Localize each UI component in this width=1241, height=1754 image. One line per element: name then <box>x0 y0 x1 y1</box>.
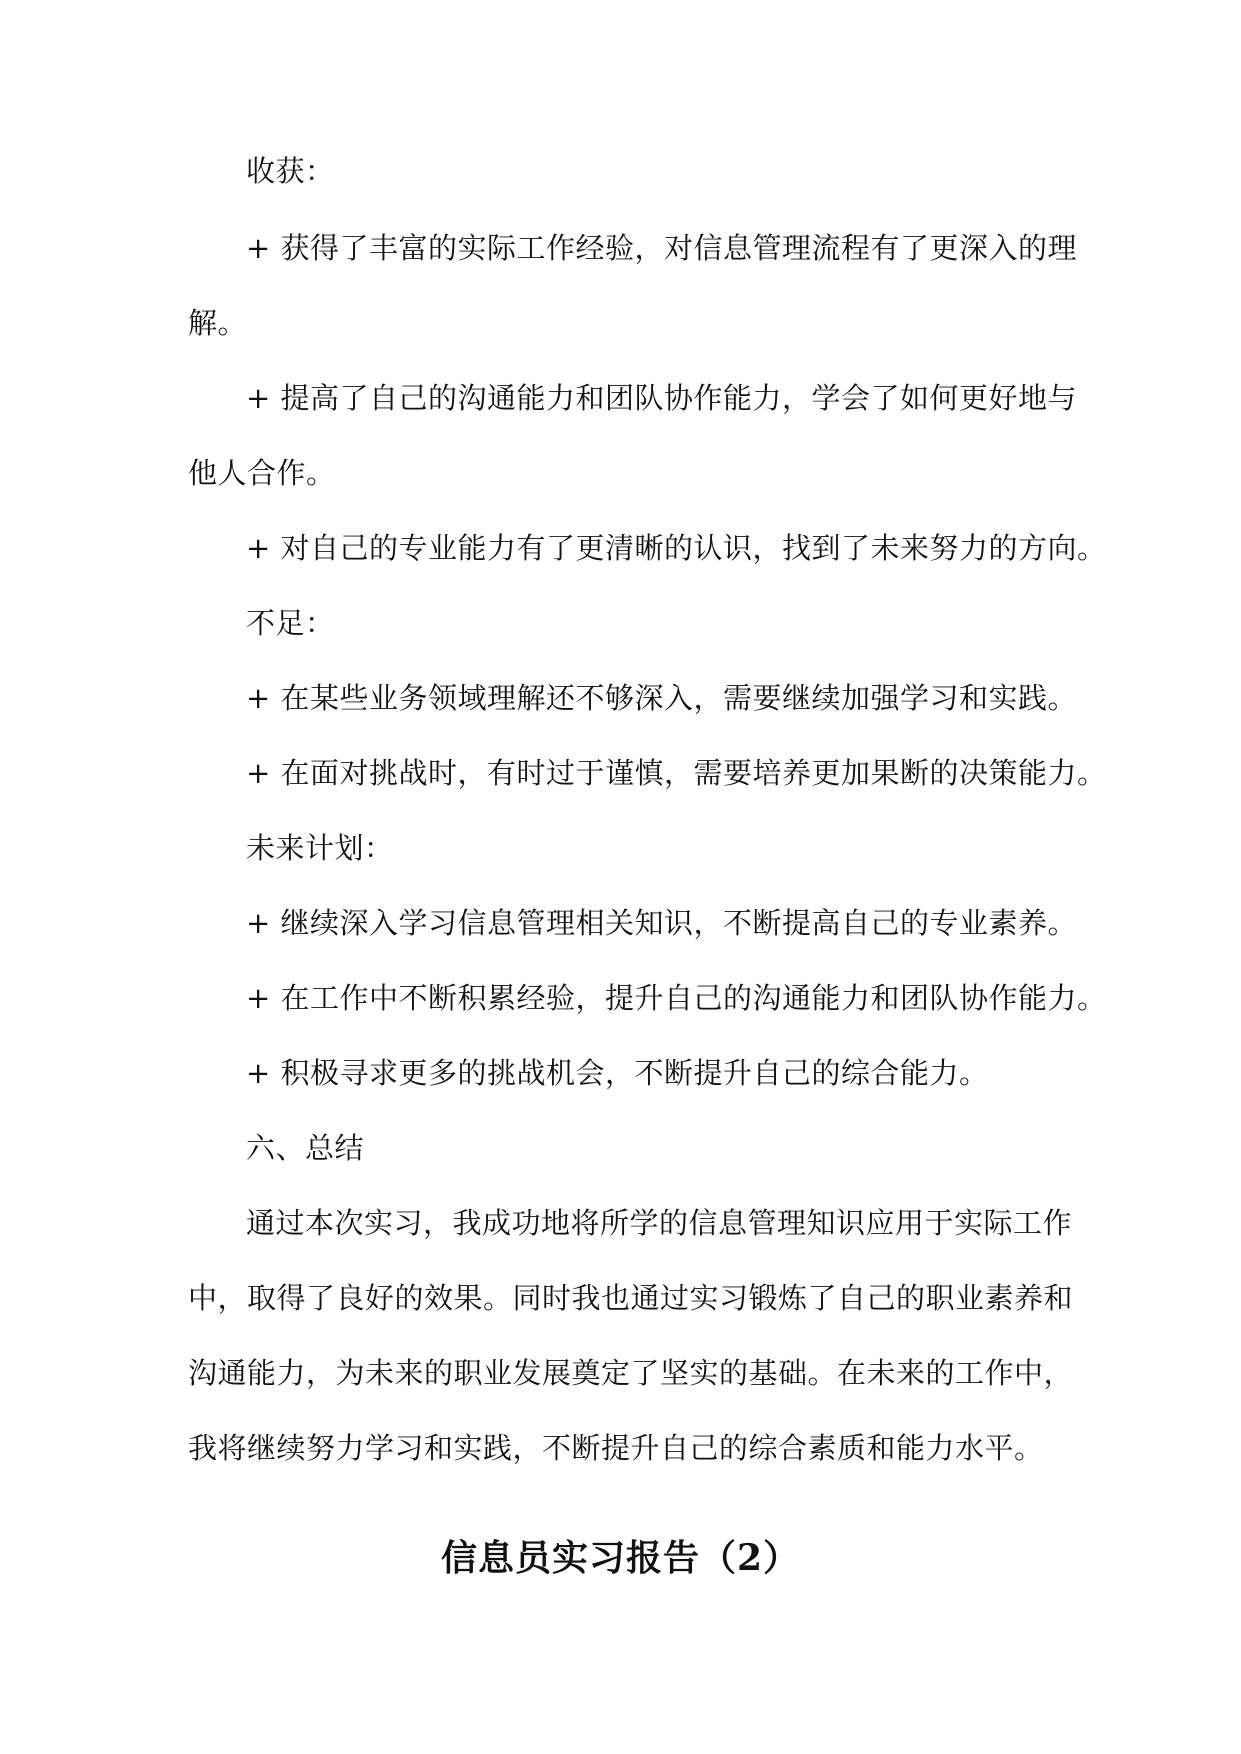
paragraph-line: + 提高了自己的沟通能力和团队协作能力，学会了如何更好地与 <box>246 381 1078 415</box>
section-heading-shortcomings: 不足： <box>246 606 335 640</box>
report-title: 信息员实习报告（2） <box>440 1537 801 1579</box>
paragraph-line: + 获得了丰富的实际工作经验，对信息管理流程有了更深入的理 <box>246 231 1078 265</box>
paragraph-line: 解。 <box>188 306 248 340</box>
section-heading-gains: 收获： <box>246 154 335 188</box>
paragraph-line: + 积极寻求更多的挑战机会，不断提升自己的综合能力。 <box>246 1056 989 1090</box>
paragraph-line: 我将继续努力学习和实践，不断提升自己的综合素质和能力水平。 <box>188 1431 1044 1465</box>
paragraph-line: 通过本次实习，我成功地将所学的信息管理知识应用于实际工作 <box>246 1206 1073 1240</box>
paragraph-line: + 对自己的专业能力有了更清晰的认识，找到了未来努力的方向。 <box>246 531 1107 565</box>
paragraph-line: 中，取得了良好的效果。同时我也通过实习锻炼了自己的职业素养和 <box>188 1281 1074 1315</box>
paragraph-line: + 在某些业务领域理解还不够深入，需要继续加强学习和实践。 <box>246 681 1078 715</box>
section-heading-future-plans: 未来计划： <box>246 831 394 865</box>
paragraph-line: + 在面对挑战时，有时过于谨慎，需要培养更加果断的决策能力。 <box>246 756 1107 790</box>
paragraph-line: 沟通能力，为未来的职业发展奠定了坚实的基础。在未来的工作中， <box>188 1356 1074 1390</box>
section-heading-summary: 六、总结 <box>246 1131 365 1165</box>
paragraph-line: + 继续深入学习信息管理相关知识，不断提高自己的专业素养。 <box>246 906 1078 940</box>
paragraph-line: + 在工作中不断积累经验，提升自己的沟通能力和团队协作能力。 <box>246 981 1107 1015</box>
paragraph-line: 他人合作。 <box>188 456 336 490</box>
